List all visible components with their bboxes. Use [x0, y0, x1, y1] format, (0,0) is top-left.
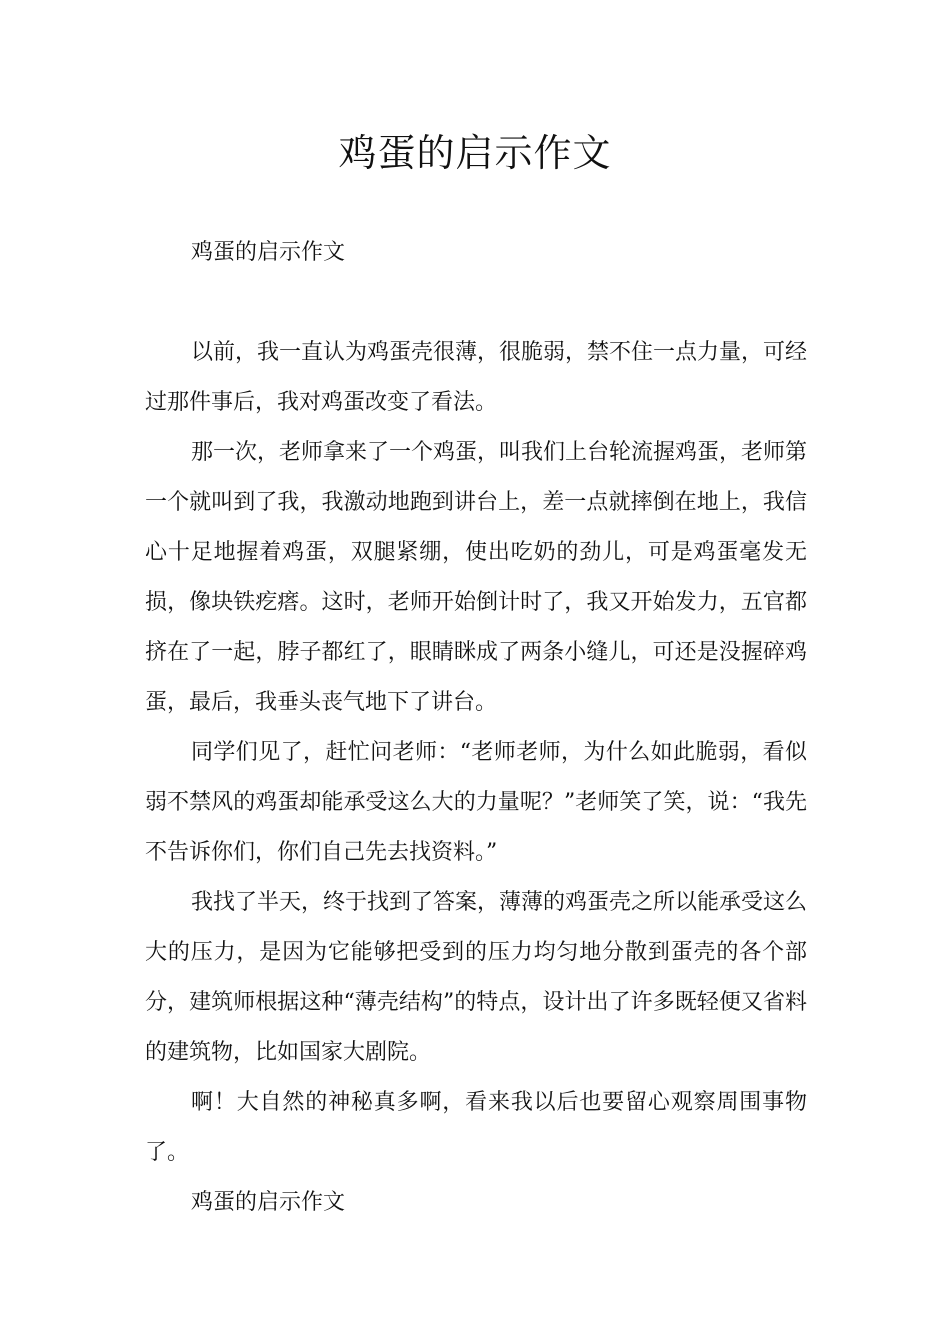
paragraph-4: 我找了半天，终于找到了答案，薄薄的鸡蛋壳之所以能承受这么大的压力，是因为它能够把受到的压力均匀地分散到蛋壳的各个部分，建筑师根据这种“薄壳结构”的特点，设计出了许多既轻便又省料的建筑物，比如国家大剧院。 — [145, 890, 808, 1065]
paragraph-1: 以前，我一直认为鸡蛋壳很薄，很脆弱，禁不住一点力量，可经过那件事后，我对鸡蛋改变了看法。 — [145, 340, 808, 415]
paragraph-3: 同学们见了，赶忙问老师：“老师老师，为什么如此脆弱，看似弱不禁风的鸡蛋却能承受这么大的力量呢？”老师笑了笑，说：“我先不告诉你们，你们自己先去找资料。” — [145, 740, 807, 865]
document-body — [145, 228, 807, 1228]
paragraph-5: 啊！大自然的神秘真多啊，看来我以后也要留心观察周围事物了。 — [145, 1090, 807, 1165]
paragraph-2: 那一次，老师拿来了一个鸡蛋，叫我们上台轮流握鸡蛋，老师第一个就叫到了我，我激动地跑到讲台上，差一点就摔倒在地上，我信心十足地握着鸡蛋，双腿紧绷，使出吃奶的劲儿，可是鸡蛋毫发无损，像块铁疙瘩。这时，老师开始倒计时了，我又开始发力，五官都挤在了一起，脖子都红了，眼睛眯成了两条小缝儿，可还是没握碎鸡蛋，最后，我垂头丧气地下了讲台。 — [145, 440, 808, 715]
document-title: 鸡蛋的启示作文 — [338, 131, 612, 175]
document-subtitle: 鸡蛋的启示作文 — [191, 240, 346, 265]
footer-title: 鸡蛋的启示作文 — [191, 1190, 346, 1215]
